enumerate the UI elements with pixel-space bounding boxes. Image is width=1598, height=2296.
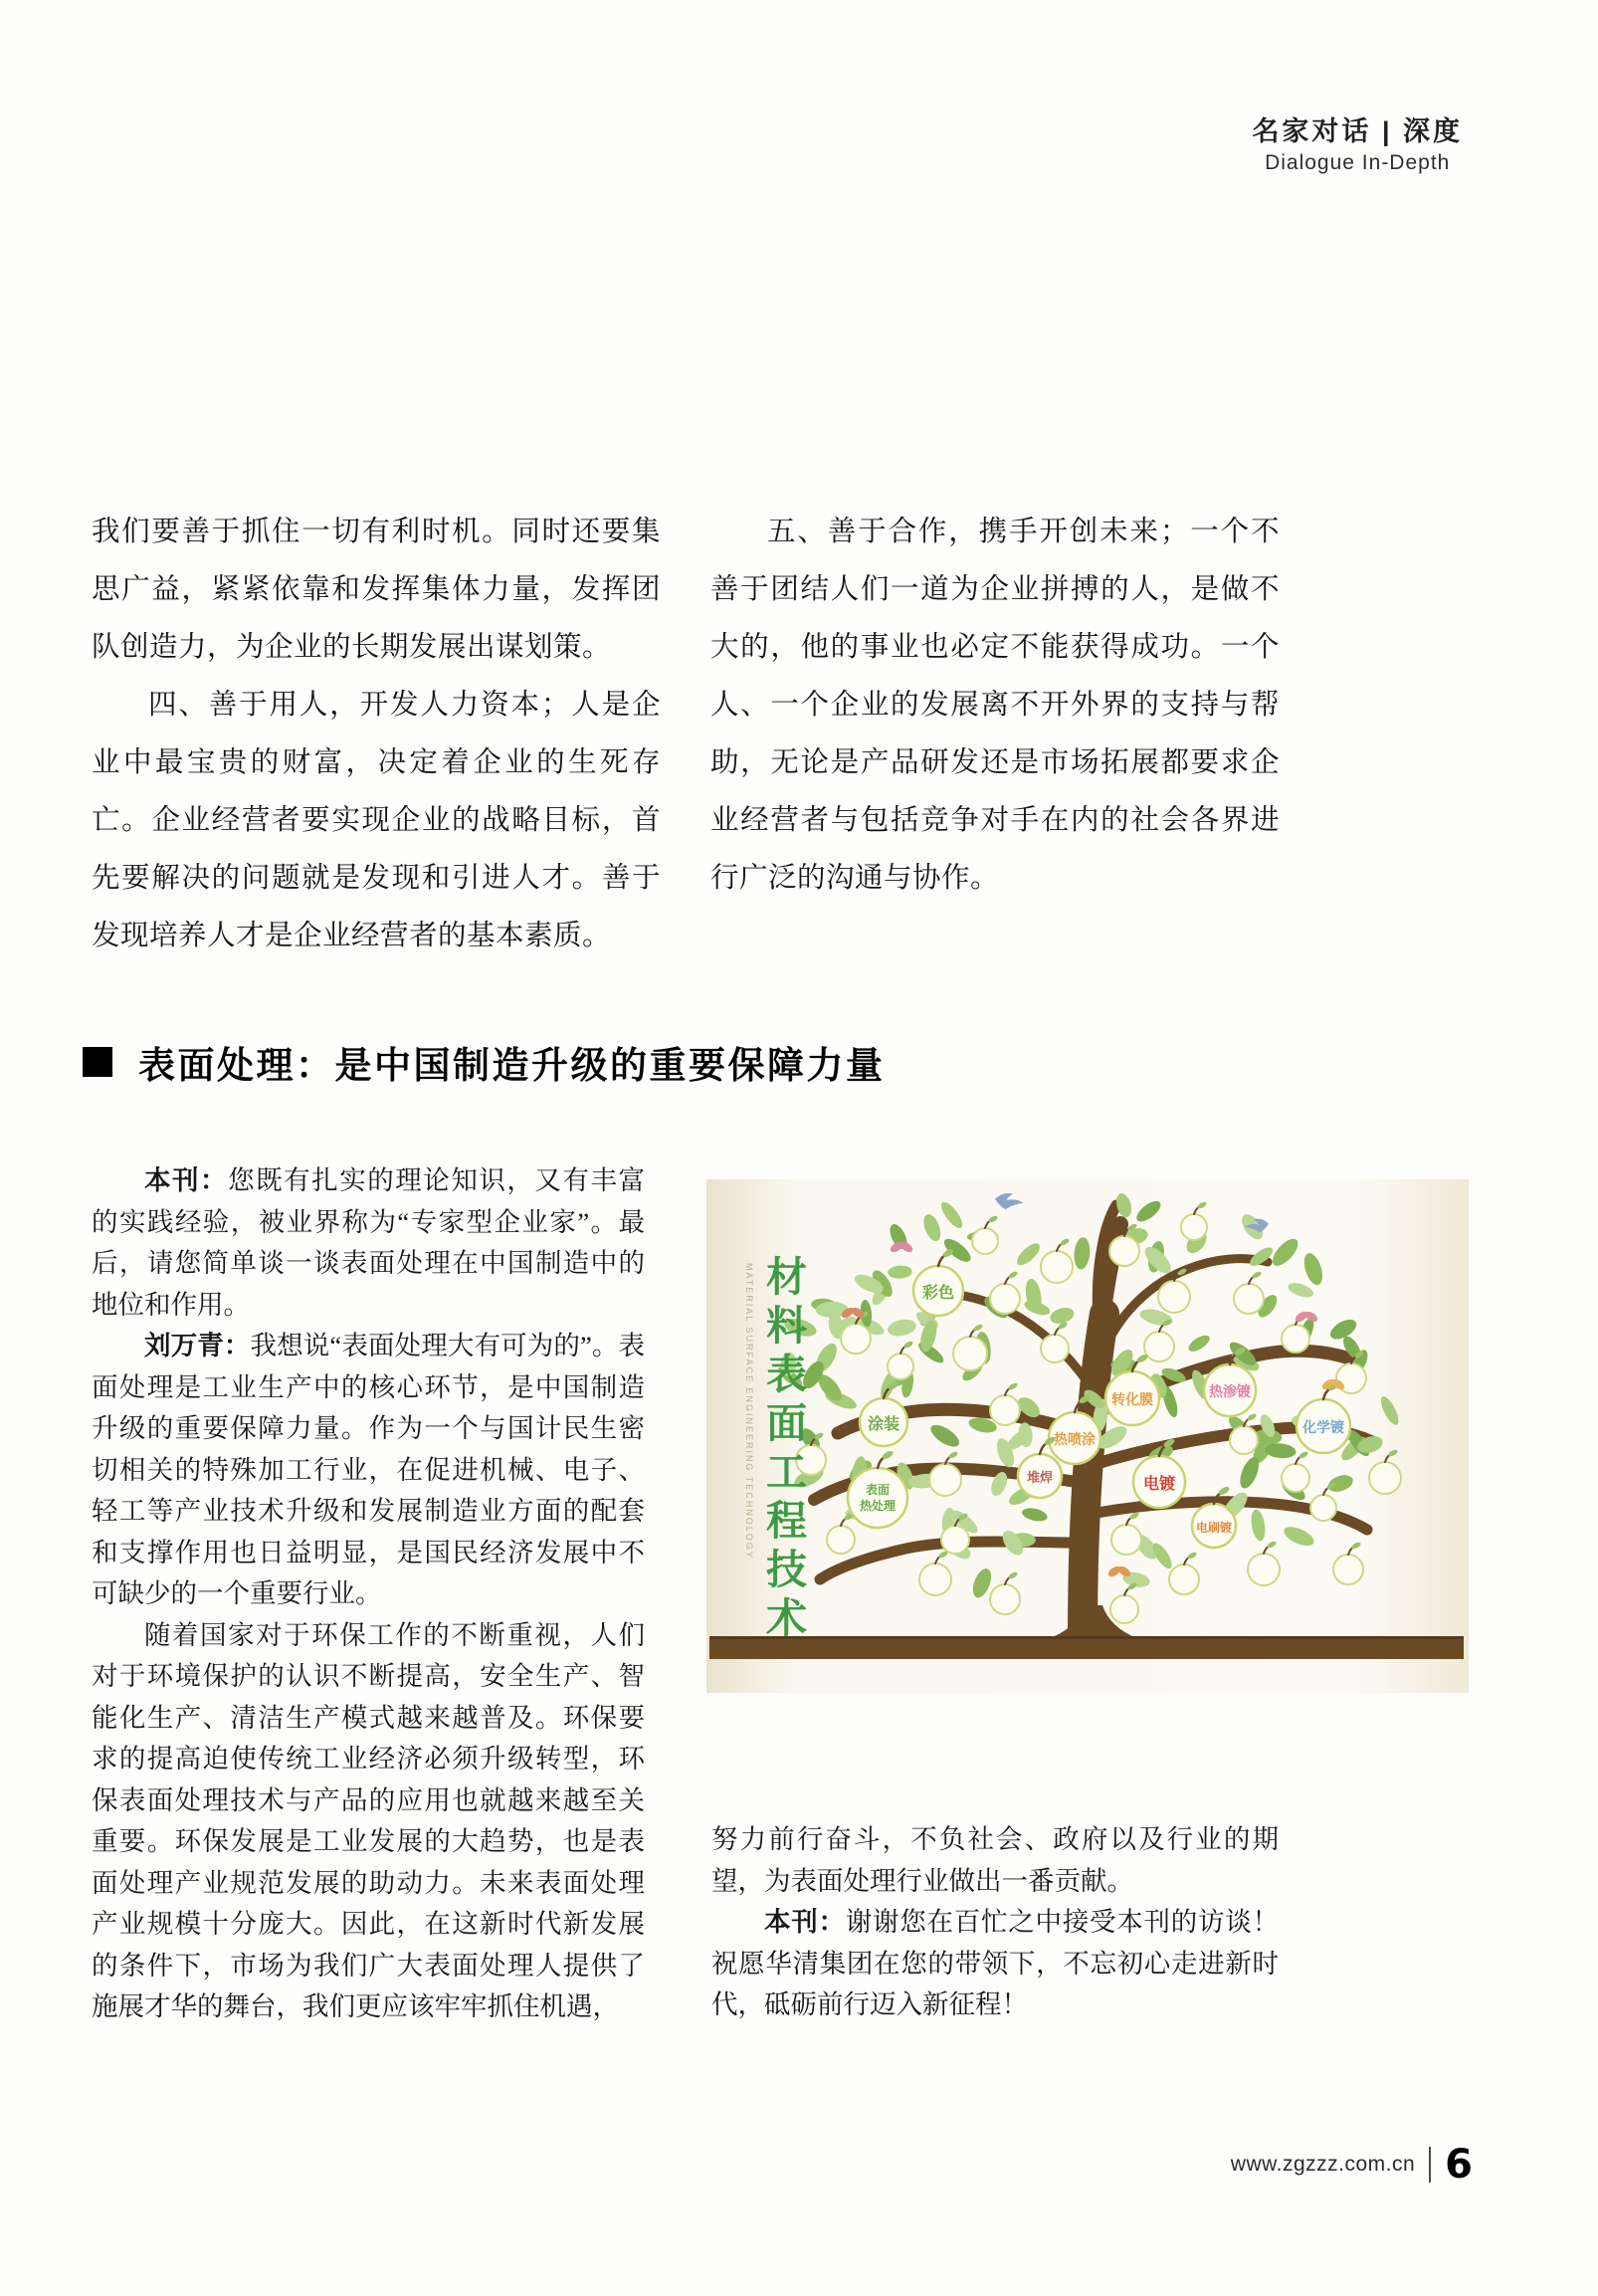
svg-text:化学镀: 化学镀 bbox=[1302, 1419, 1344, 1435]
interview-left-column bbox=[92, 1160, 645, 2028]
svg-text:电镀: 电镀 bbox=[1142, 1476, 1176, 1493]
a1-paragraph bbox=[92, 1326, 645, 1615]
page-footer bbox=[1231, 2142, 1473, 2188]
interview-right-column bbox=[711, 1819, 1279, 2026]
q2-paragraph bbox=[711, 1902, 1279, 2026]
website-url: www.zgzzz.com.cn bbox=[1230, 2153, 1416, 2176]
paragraph: 五、善于合作，携手开创未来；一个不善于团结人们一道为企业拼搏的人，是做不大的，他的事业也必定不能获得成功。一个人、一个企业的发展离不开外界的支持与帮助，无论是产品研发还是市场拓展都要求企业经营者与包括竞争对手在内的社会各界进行广泛的沟通与协作。 bbox=[710, 516, 1280, 894]
a1-text: 我想说“表面处理大有可为的”。表面处理是工业生产中的核心环节，是中国制造升级的重要保障力量。作为一个与国计民生密切相关的特殊加工行业，在促进机械、电子、轻工等产业技术升级和发展制造业方面的配套和支撑作用也日益明显，是国民经济发展中不可缺少的一个重要行业。 bbox=[92, 1331, 646, 1608]
a1-label: 刘万青： bbox=[144, 1331, 251, 1360]
tree-illustration bbox=[706, 1179, 1469, 1693]
page-header bbox=[1252, 109, 1463, 175]
paragraph: 四、善于用人，开发人力资本；人是企业中最宝贵的财富，决定着企业的生死存亡。企业经营者要实现企业的战略目标，首先要解决的问题就是发现和引进人才。善于发现培养人才是企业经营者的基本素质。 bbox=[92, 689, 661, 951]
top-left-column bbox=[92, 503, 661, 964]
black-square-icon bbox=[83, 1047, 112, 1077]
page-number: 6 bbox=[1445, 2142, 1473, 2188]
a1-paragraph-2: 随着国家对于环保工作的不断重视，人们对于环境保护的认识不断提高，安全生产、智能化生产、清洁生产模式越来越普及。环保要求的提高迫使传统工业经济必须升级转型，环保表面处理技术与产品的应用也就越来越至关重要。环保发展是工业发展的大趋势，也是表面处理产业规范发展的助动力。未来表面处理产业规模十分庞大。因此，在这新时代新发展的条件下，市场为我们广大表面处理人提供了施展才华的舞台，我们更应该牢牢抓住机遇， bbox=[92, 1619, 645, 2021]
section-heading bbox=[83, 1035, 886, 1089]
svg-text:热处理: 热处理 bbox=[859, 1499, 897, 1513]
svg-text:表面: 表面 bbox=[865, 1483, 891, 1497]
q2-text: 谢谢您在百忙之中接受本刊的访谈！祝愿华清集团在您的带领下，不忘初心走进新时代，砥砺前行迈入新征程！ bbox=[711, 1907, 1279, 2019]
ground-bar bbox=[709, 1636, 1464, 1659]
top-right-column bbox=[710, 503, 1280, 907]
q1-label: 本刊： bbox=[144, 1165, 229, 1195]
q1-paragraph bbox=[92, 1160, 645, 1326]
svg-text:热渗镀: 热渗镀 bbox=[1209, 1383, 1251, 1399]
q2-label: 本刊： bbox=[764, 1907, 846, 1937]
svg-text:热喷涂: 热喷涂 bbox=[1054, 1431, 1096, 1447]
paragraph: 我们要善于抓住一切有利时机。同时还要集思广益，紧紧依靠和发挥集体力量，发挥团队创造力，为企业的长期发展出谋划策。 bbox=[92, 516, 661, 663]
svg-text:电刷镀: 电刷镀 bbox=[1195, 1521, 1233, 1535]
svg-text:转化膜: 转化膜 bbox=[1111, 1391, 1153, 1407]
header-title-en: Dialogue In-Depth bbox=[1265, 151, 1451, 174]
svg-text:涂装: 涂装 bbox=[867, 1416, 900, 1433]
a1-paragraph-3: 努力前行奋斗，不负社会、政府以及行业的期望，为表面处理行业做出一番贡献。 bbox=[711, 1824, 1279, 1896]
q1-text: 您既有扎实的理论知识，又有丰富的实践经验，被业界称为“专家型企业家”。最后，请您简单谈一谈表面处理在中国制造中的地位和作用。 bbox=[92, 1165, 646, 1320]
surface-tech-tree-figure bbox=[706, 1179, 1469, 1693]
header-title-cn: 名家对话 | 深度 bbox=[1252, 116, 1463, 146]
figure-vertical-subtitle: MATERIAL SURFACE ENGINEERING TECHNOLOGY bbox=[744, 1263, 754, 1560]
svg-text:彩色: 彩色 bbox=[921, 1285, 955, 1302]
figure-vertical-title: 材料表面工程技术 bbox=[760, 1255, 806, 1645]
section-heading-text: 表面处理：是中国制造升级的重要保障力量 bbox=[138, 1045, 886, 1086]
svg-text:堆焊: 堆焊 bbox=[1026, 1470, 1054, 1485]
footer-divider bbox=[1429, 2147, 1431, 2183]
ground-bar-edge bbox=[709, 1636, 1464, 1639]
